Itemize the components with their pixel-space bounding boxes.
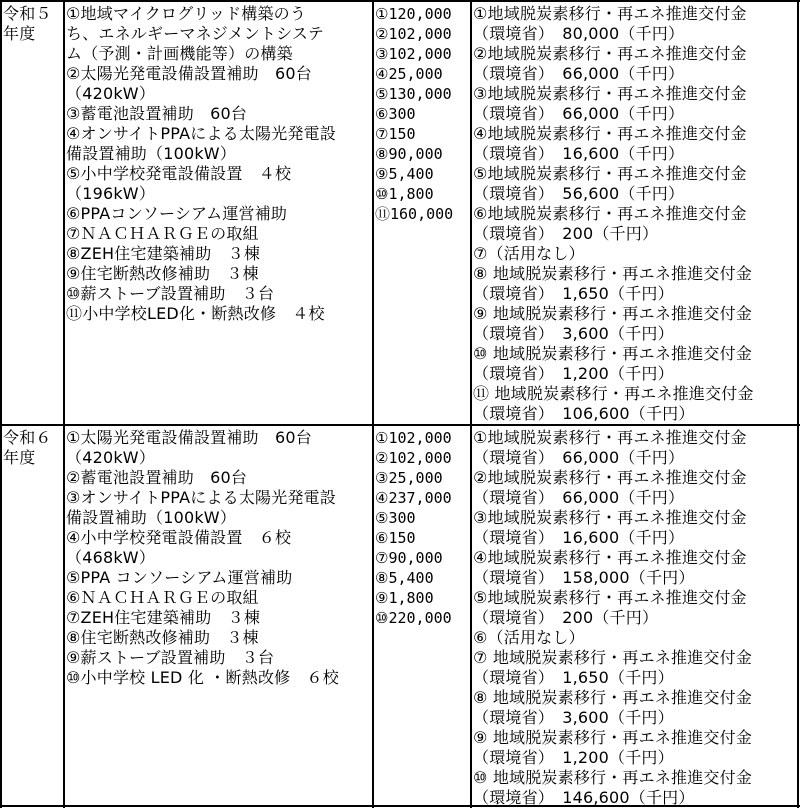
project-line: ③蓄電池設置補助 60台	[66, 104, 248, 123]
project-line: ⑥PPAコンソーシアム運営補助	[66, 204, 288, 223]
funding-line: （環境省） 1,650（千円）	[473, 284, 674, 303]
funding-line: ③地域脱炭素移行・再エネ推進交付金	[473, 508, 747, 527]
funding-line: （環境省） 1,650（千円）	[473, 668, 674, 687]
table-border-right	[797, 0, 799, 808]
funding-line: （環境省） 66,000（千円）	[473, 448, 685, 467]
table-border-top	[0, 0, 800, 2]
project-line: ④小中学校発電設備設置 ６校	[66, 528, 292, 547]
project-line: ④オンサイトPPAによる太陽光発電設	[66, 124, 337, 143]
project-line: ⑩小中学校 LED 化 ・断熱改修 ６校	[66, 668, 339, 687]
funding-line: ④地域脱炭素移行・再エネ推進交付金	[473, 548, 747, 567]
project-line: ②太陽光発電設備設置補助 60台	[66, 64, 312, 83]
funding-line: ⑥（活用なし）	[473, 628, 585, 647]
funding-line: ①地域脱炭素移行・再エネ推進交付金	[473, 4, 747, 23]
year-label-line: 令和５	[3, 4, 52, 23]
funding-line: ⑦ 地域脱炭素移行・再エネ推進交付金	[473, 648, 753, 667]
cost-value: ⑧5,400	[375, 569, 434, 587]
funding-line: （環境省） 80,000（千円）	[473, 24, 685, 43]
cost-value: ③25,000	[375, 469, 443, 487]
funding-line: ⑨ 地域脱炭素移行・再エネ推進交付金	[473, 728, 753, 747]
funding-line: （環境省） 1,200（千円）	[473, 748, 674, 767]
project-line: ⑦ＮＡＣＨＡＲＧＥの取組	[66, 224, 259, 243]
funding-line: ⑨ 地域脱炭素移行・再エネ推進交付金	[473, 304, 753, 323]
funding-line: ②地域脱炭素移行・再エネ推進交付金	[473, 44, 747, 63]
project-line: ⑧住宅断熱改修補助 ３棟	[66, 628, 259, 647]
cost-value: ⑦150	[375, 125, 416, 143]
funding-line: ⑦（活用なし）	[473, 244, 585, 263]
funding-line: ⑥地域脱炭素移行・再エネ推進交付金	[473, 204, 747, 223]
funding-line: （環境省） 66,000（千円）	[473, 104, 685, 123]
cost-value: ⑨5,400	[375, 165, 434, 183]
funding-line: ⑧ 地域脱炭素移行・再エネ推進交付金	[473, 688, 753, 707]
funding-line: （環境省） 16,600（千円）	[473, 528, 685, 547]
funding-line: （環境省） 66,000（千円）	[473, 488, 685, 507]
project-line: ⑩薪ストーブ設置補助 ３台	[66, 284, 275, 303]
funding-line: ⑪ 地域脱炭素移行・再エネ推進交付金	[473, 384, 754, 403]
cost-value: ⑦90,000	[375, 549, 443, 567]
funding-line: ③地域脱炭素移行・再エネ推進交付金	[473, 84, 747, 103]
cost-value: ②102,000	[375, 25, 452, 43]
funding-line: ⑤地域脱炭素移行・再エネ推進交付金	[473, 588, 747, 607]
funding-line: （環境省） 3,600（千円）	[473, 324, 674, 343]
project-line: ち、エネルギーマネジメントシステ	[66, 24, 324, 43]
project-line: 備設置補助（100kW）	[66, 144, 237, 163]
cost-value: ⑤130,000	[375, 85, 452, 103]
funding-line: （環境省） 1,200（千円）	[473, 364, 674, 383]
project-line: ⑪小中学校LED化・断熱改修 ４校	[66, 304, 325, 323]
cost-value: ②102,000	[375, 449, 452, 467]
table-divider-cost	[470, 0, 472, 808]
project-line: （420kW）	[66, 84, 156, 103]
cost-value: ①102,000	[375, 429, 452, 447]
project-line: ム（予測・計画機能等）の構築	[66, 44, 293, 63]
cost-value: ⑥150	[375, 529, 416, 547]
project-line: （196kW）	[66, 184, 156, 203]
cost-value: ⑤300	[375, 509, 416, 527]
funding-line: ②地域脱炭素移行・再エネ推進交付金	[473, 468, 747, 487]
funding-cell	[473, 428, 796, 808]
year-cell	[3, 428, 61, 468]
funding-line: （環境省） 200（千円）	[473, 608, 659, 627]
funding-line: （環境省） 106,600（千円）	[473, 404, 695, 423]
project-line: ⑥ＮＡＣＨＡＲＧＥの取組	[66, 588, 259, 607]
year-label-line: 年度	[3, 448, 36, 467]
project-line: ⑨住宅断熱改修補助 ３棟	[66, 264, 259, 283]
project-line: （468kW）	[66, 548, 156, 567]
funding-line: ①地域脱炭素移行・再エネ推進交付金	[473, 428, 747, 447]
cost-cell	[375, 428, 469, 628]
year-label-line: 年度	[3, 24, 36, 43]
cost-value: ④237,000	[375, 489, 452, 507]
funding-line: ⑩ 地域脱炭素移行・再エネ推進交付金	[473, 768, 753, 787]
funding-cell	[473, 4, 796, 424]
project-line: ②蓄電池設置補助 60台	[66, 468, 248, 487]
project-line: ⑤PPA コンソーシアム運営補助	[66, 568, 293, 587]
funding-line: （環境省） 158,000（千円）	[473, 568, 695, 587]
funding-line: （環境省） 66,000（千円）	[473, 64, 685, 83]
cost-cell	[375, 4, 469, 224]
funding-line: （環境省） 3,600（千円）	[473, 708, 674, 727]
project-line: ⑦ZEH住宅建築補助 ３棟	[66, 608, 261, 627]
table-divider-year	[63, 0, 65, 808]
project-line: ③オンサイトPPAによる太陽光発電設	[66, 488, 337, 507]
cost-value: ⑪160,000	[375, 205, 454, 223]
year-cell	[3, 4, 61, 44]
funding-line: （環境省） 200（千円）	[473, 224, 659, 243]
cost-value: ⑧90,000	[375, 145, 443, 163]
funding-line: （環境省） 146,600（千円）	[473, 788, 695, 807]
project-line: 備設置補助（100kW）	[66, 508, 237, 527]
year-label-line: 令和６	[3, 428, 52, 447]
funding-line: ④地域脱炭素移行・再エネ推進交付金	[473, 124, 747, 143]
project-line: ①太陽光発電設備設置補助 60台	[66, 428, 312, 447]
project-line: ⑨薪ストーブ設置補助 ３台	[66, 648, 275, 667]
table-row-divider	[0, 424, 800, 426]
cost-value: ⑩220,000	[375, 609, 452, 627]
cost-value: ④25,000	[375, 65, 443, 83]
project-line: ①地域マイクログリッド構築のう	[66, 4, 307, 23]
cost-value: ⑨1,800	[375, 589, 434, 607]
project-cell	[66, 4, 371, 324]
table-border-left	[0, 0, 2, 808]
funding-line: ⑧ 地域脱炭素移行・再エネ推進交付金	[473, 264, 753, 283]
cost-value: ⑩1,800	[375, 185, 434, 203]
cost-value: ①120,000	[375, 5, 452, 23]
project-cell	[66, 428, 371, 688]
funding-line: （環境省） 56,600（千円）	[473, 184, 685, 203]
cost-value: ③102,000	[375, 45, 452, 63]
funding-line: ⑤地域脱炭素移行・再エネ推進交付金	[473, 164, 747, 183]
table-divider-project	[372, 0, 374, 808]
project-line: ⑧ZEH住宅建築補助 ３棟	[66, 244, 261, 263]
funding-line: ⑩ 地域脱炭素移行・再エネ推進交付金	[473, 344, 753, 363]
funding-line: （環境省） 16,600（千円）	[473, 144, 685, 163]
project-line: （420kW）	[66, 448, 156, 467]
project-line: ⑤小中学校発電設備設置 ４校	[66, 164, 292, 183]
cost-value: ⑥300	[375, 105, 416, 123]
